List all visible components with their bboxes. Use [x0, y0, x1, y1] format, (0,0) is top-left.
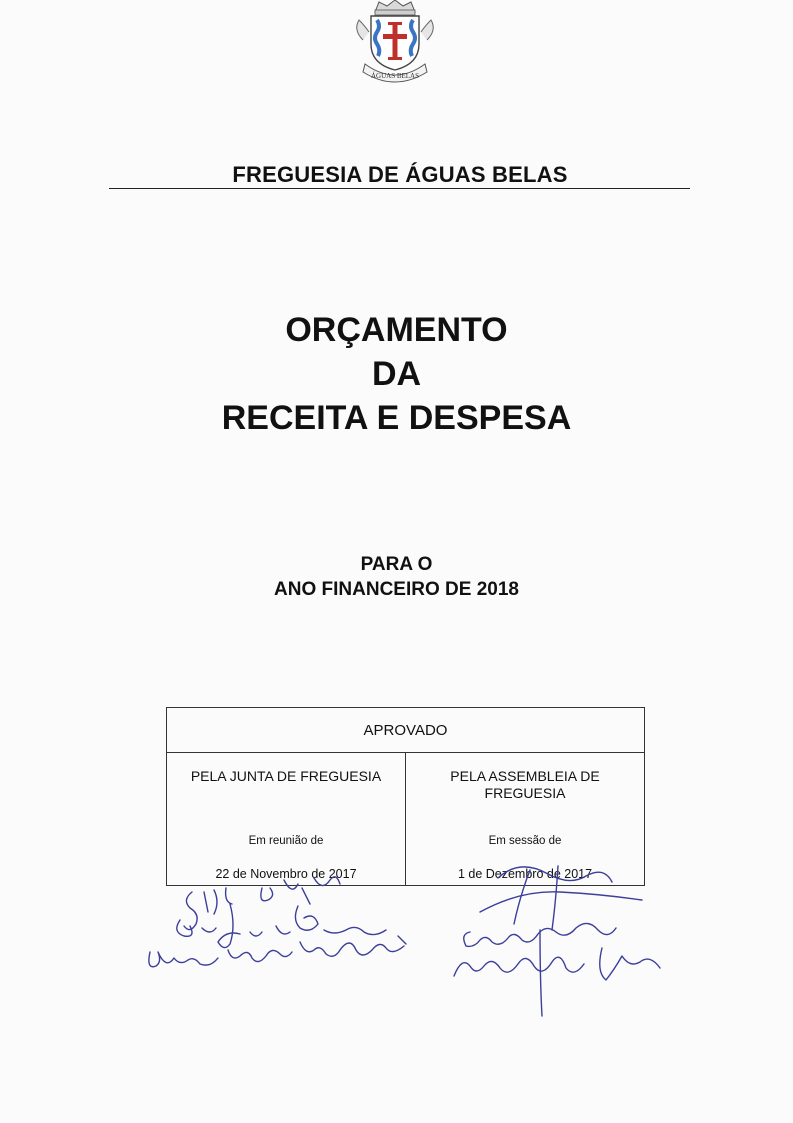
signature-junta-6: [228, 950, 292, 962]
document-title-line-3: RECEITA E DESPESA: [221, 399, 572, 437]
coat-of-arms-icon: [345, 0, 445, 84]
document-title-line-2: DA: [371, 355, 422, 393]
approval-junta-column: [167, 753, 405, 886]
approval-heading: APROVADO: [167, 708, 644, 753]
signature-junta-7: [300, 936, 406, 956]
signature-assembleia-4: [454, 948, 660, 980]
document-subtitle-line-2: ANO FINANCEIRO DE 2018: [274, 579, 519, 600]
document-subtitle-line-1: PARA O: [360, 554, 433, 575]
approval-assembleia-column: [405, 753, 644, 886]
crest-label: ÁGUAS BELAS: [370, 72, 420, 80]
document-subtitle: [100, 552, 693, 602]
document-title-line-1: ORÇAMENTO: [285, 311, 508, 349]
header-divider: [109, 188, 690, 189]
document-title: [100, 308, 693, 440]
assembleia-session-label: Em sessão de: [488, 835, 562, 847]
signature-assembleia-3: [464, 923, 616, 946]
junta-title: PELA JUNTA DE FREGUESIA: [190, 768, 382, 784]
junta-approval-date: 22 de Novembro de 2017: [215, 867, 357, 881]
signature-junta-5: [149, 952, 218, 967]
assembleia-approval-date: 1 de Dezembro de 2017: [457, 867, 593, 881]
signature-junta-3: [177, 904, 290, 948]
signature-junta-1: [184, 888, 232, 930]
junta-meeting-label: Em reunião de: [248, 835, 324, 847]
approval-table: [166, 707, 645, 886]
parish-title: FREGUESIA DE ÁGUAS BELAS: [232, 162, 568, 187]
signature-assembleia-5: [540, 930, 542, 1016]
signature-junta-4: [295, 906, 386, 935]
assembleia-title: PELA ASSEMBLEIA DE FREGUESIA: [450, 768, 600, 801]
